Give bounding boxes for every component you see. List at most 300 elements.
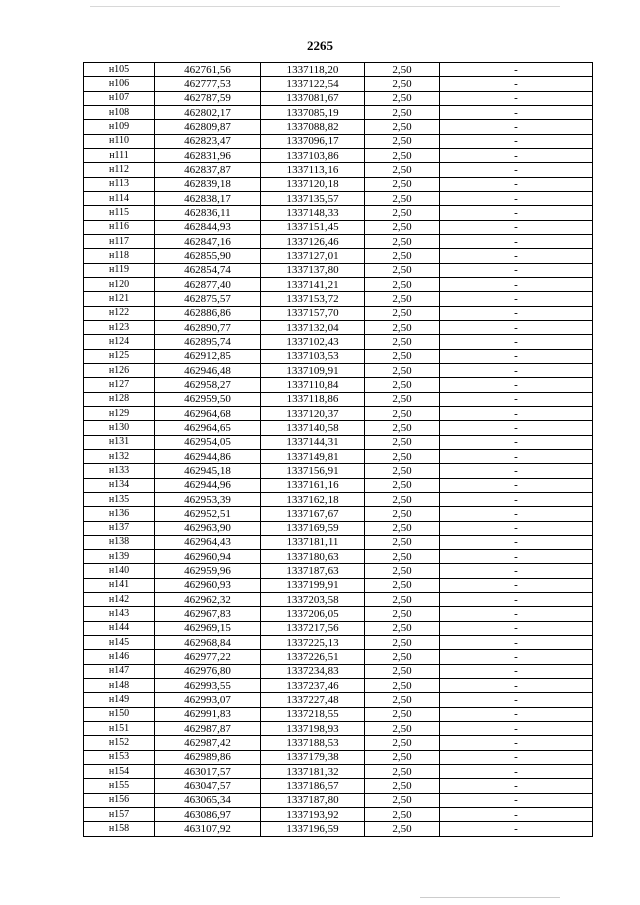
description-cell: - — [440, 765, 593, 779]
description-cell: - — [440, 808, 593, 822]
page-number: 2265 — [307, 38, 333, 53]
point-id-cell: н157 — [84, 808, 155, 822]
description-cell: - — [440, 507, 593, 521]
x-coordinate-cell: 462993,55 — [155, 679, 261, 693]
y-coordinate-cell: 1337169,59 — [261, 521, 365, 535]
x-coordinate-cell: 463047,57 — [155, 779, 261, 793]
accuracy-cell: 2,50 — [365, 134, 440, 148]
table-row — [84, 77, 593, 91]
y-coordinate-cell: 1337102,43 — [261, 335, 365, 349]
table-row — [84, 363, 593, 377]
accuracy-cell: 2,50 — [365, 464, 440, 478]
x-coordinate-cell: 463086,97 — [155, 808, 261, 822]
top-scan-rule — [90, 6, 560, 7]
y-coordinate-cell: 1337162,18 — [261, 492, 365, 506]
description-cell: - — [440, 320, 593, 334]
x-coordinate-cell: 462945,18 — [155, 464, 261, 478]
point-id-cell: н118 — [84, 249, 155, 263]
description-cell: - — [440, 578, 593, 592]
y-coordinate-cell: 1337118,20 — [261, 63, 365, 77]
x-coordinate-cell: 462959,96 — [155, 564, 261, 578]
y-coordinate-cell: 1337156,91 — [261, 464, 365, 478]
point-id-cell: н156 — [84, 793, 155, 807]
point-id-cell: н129 — [84, 406, 155, 420]
x-coordinate-cell: 462877,40 — [155, 277, 261, 291]
description-cell: - — [440, 277, 593, 291]
point-id-cell: н130 — [84, 421, 155, 435]
accuracy-cell: 2,50 — [365, 292, 440, 306]
point-id-cell: н137 — [84, 521, 155, 535]
table-row — [84, 507, 593, 521]
accuracy-cell: 2,50 — [365, 220, 440, 234]
point-id-cell: н153 — [84, 750, 155, 764]
table-row — [84, 707, 593, 721]
accuracy-cell: 2,50 — [365, 765, 440, 779]
description-cell: - — [440, 793, 593, 807]
x-coordinate-cell: 462989,86 — [155, 750, 261, 764]
accuracy-cell: 2,50 — [365, 736, 440, 750]
description-cell: - — [440, 234, 593, 248]
y-coordinate-cell: 1337144,31 — [261, 435, 365, 449]
point-id-cell: н158 — [84, 822, 155, 836]
accuracy-cell: 2,50 — [365, 664, 440, 678]
accuracy-cell: 2,50 — [365, 693, 440, 707]
y-coordinate-cell: 1337120,18 — [261, 177, 365, 191]
table-row — [84, 492, 593, 506]
accuracy-cell: 2,50 — [365, 191, 440, 205]
y-coordinate-cell: 1337226,51 — [261, 650, 365, 664]
point-id-cell: н132 — [84, 449, 155, 463]
point-id-cell: н133 — [84, 464, 155, 478]
accuracy-cell: 2,50 — [365, 148, 440, 162]
point-id-cell: н136 — [84, 507, 155, 521]
point-id-cell: н120 — [84, 277, 155, 291]
coordinates-table-body — [84, 63, 593, 837]
table-row — [84, 736, 593, 750]
accuracy-cell: 2,50 — [365, 535, 440, 549]
accuracy-cell: 2,50 — [365, 593, 440, 607]
table-row — [84, 421, 593, 435]
x-coordinate-cell: 462964,43 — [155, 535, 261, 549]
table-row — [84, 120, 593, 134]
x-coordinate-cell: 462944,86 — [155, 449, 261, 463]
table-row — [84, 435, 593, 449]
y-coordinate-cell: 1337157,70 — [261, 306, 365, 320]
description-cell: - — [440, 664, 593, 678]
point-id-cell: н114 — [84, 191, 155, 205]
accuracy-cell: 2,50 — [365, 808, 440, 822]
table-row — [84, 63, 593, 77]
table-row — [84, 550, 593, 564]
y-coordinate-cell: 1337137,80 — [261, 263, 365, 277]
description-cell: - — [440, 349, 593, 363]
point-id-cell: н151 — [84, 722, 155, 736]
accuracy-cell: 2,50 — [365, 564, 440, 578]
accuracy-cell: 2,50 — [365, 435, 440, 449]
point-id-cell: н126 — [84, 363, 155, 377]
description-cell: - — [440, 550, 593, 564]
description-cell: - — [440, 263, 593, 277]
accuracy-cell: 2,50 — [365, 793, 440, 807]
table-row — [84, 535, 593, 549]
y-coordinate-cell: 1337179,38 — [261, 750, 365, 764]
y-coordinate-cell: 1337167,67 — [261, 507, 365, 521]
x-coordinate-cell: 462987,42 — [155, 736, 261, 750]
table-row — [84, 693, 593, 707]
description-cell: - — [440, 392, 593, 406]
y-coordinate-cell: 1337203,58 — [261, 593, 365, 607]
x-coordinate-cell: 462991,83 — [155, 707, 261, 721]
x-coordinate-cell: 462777,53 — [155, 77, 261, 91]
table-row — [84, 349, 593, 363]
x-coordinate-cell: 463017,57 — [155, 765, 261, 779]
accuracy-cell: 2,50 — [365, 578, 440, 592]
point-id-cell: н116 — [84, 220, 155, 234]
point-id-cell: н106 — [84, 77, 155, 91]
x-coordinate-cell: 462962,32 — [155, 593, 261, 607]
table-row — [84, 263, 593, 277]
x-coordinate-cell: 462954,05 — [155, 435, 261, 449]
accuracy-cell: 2,50 — [365, 406, 440, 420]
description-cell: - — [440, 492, 593, 506]
accuracy-cell: 2,50 — [365, 621, 440, 635]
y-coordinate-cell: 1337186,57 — [261, 779, 365, 793]
y-coordinate-cell: 1337148,33 — [261, 206, 365, 220]
description-cell: - — [440, 636, 593, 650]
accuracy-cell: 2,50 — [365, 349, 440, 363]
x-coordinate-cell: 462964,68 — [155, 406, 261, 420]
description-cell: - — [440, 478, 593, 492]
description-cell: - — [440, 650, 593, 664]
description-cell: - — [440, 206, 593, 220]
point-id-cell: н105 — [84, 63, 155, 77]
description-cell: - — [440, 105, 593, 119]
accuracy-cell: 2,50 — [365, 263, 440, 277]
y-coordinate-cell: 1337188,53 — [261, 736, 365, 750]
description-cell: - — [440, 564, 593, 578]
accuracy-cell: 2,50 — [365, 521, 440, 535]
table-row — [84, 163, 593, 177]
x-coordinate-cell: 462968,84 — [155, 636, 261, 650]
point-id-cell: н119 — [84, 263, 155, 277]
point-id-cell: н107 — [84, 91, 155, 105]
y-coordinate-cell: 1337199,91 — [261, 578, 365, 592]
y-coordinate-cell: 1337149,81 — [261, 449, 365, 463]
accuracy-cell: 2,50 — [365, 63, 440, 77]
description-cell: - — [440, 163, 593, 177]
x-coordinate-cell: 462958,27 — [155, 378, 261, 392]
point-id-cell: н115 — [84, 206, 155, 220]
y-coordinate-cell: 1337103,86 — [261, 148, 365, 162]
accuracy-cell: 2,50 — [365, 607, 440, 621]
point-id-cell: н148 — [84, 679, 155, 693]
y-coordinate-cell: 1337227,48 — [261, 693, 365, 707]
table-row — [84, 392, 593, 406]
x-coordinate-cell: 462875,57 — [155, 292, 261, 306]
y-coordinate-cell: 1337132,04 — [261, 320, 365, 334]
description-cell: - — [440, 679, 593, 693]
description-cell: - — [440, 736, 593, 750]
y-coordinate-cell: 1337103,53 — [261, 349, 365, 363]
x-coordinate-cell: 462944,96 — [155, 478, 261, 492]
y-coordinate-cell: 1337206,05 — [261, 607, 365, 621]
table-row — [84, 105, 593, 119]
y-coordinate-cell: 1337198,93 — [261, 722, 365, 736]
y-coordinate-cell: 1337196,59 — [261, 822, 365, 836]
accuracy-cell: 2,50 — [365, 320, 440, 334]
point-id-cell: н150 — [84, 707, 155, 721]
table-row — [84, 320, 593, 334]
accuracy-cell: 2,50 — [365, 77, 440, 91]
y-coordinate-cell: 1337135,57 — [261, 191, 365, 205]
accuracy-cell: 2,50 — [365, 507, 440, 521]
coordinates-table — [83, 62, 593, 837]
y-coordinate-cell: 1337122,54 — [261, 77, 365, 91]
x-coordinate-cell: 462787,59 — [155, 91, 261, 105]
x-coordinate-cell: 462854,74 — [155, 263, 261, 277]
accuracy-cell: 2,50 — [365, 363, 440, 377]
point-id-cell: н146 — [84, 650, 155, 664]
description-cell: - — [440, 449, 593, 463]
description-cell: - — [440, 779, 593, 793]
y-coordinate-cell: 1337109,91 — [261, 363, 365, 377]
y-coordinate-cell: 1337141,21 — [261, 277, 365, 291]
description-cell: - — [440, 177, 593, 191]
table-row — [84, 406, 593, 420]
y-coordinate-cell: 1337120,37 — [261, 406, 365, 420]
table-row — [84, 464, 593, 478]
accuracy-cell: 2,50 — [365, 550, 440, 564]
point-id-cell: н152 — [84, 736, 155, 750]
description-cell: - — [440, 593, 593, 607]
x-coordinate-cell: 462836,11 — [155, 206, 261, 220]
table-row — [84, 750, 593, 764]
table-row — [84, 765, 593, 779]
y-coordinate-cell: 1337081,67 — [261, 91, 365, 105]
table-row — [84, 191, 593, 205]
y-coordinate-cell: 1337181,32 — [261, 765, 365, 779]
description-cell: - — [440, 535, 593, 549]
accuracy-cell: 2,50 — [365, 277, 440, 291]
table-row — [84, 234, 593, 248]
x-coordinate-cell: 462837,87 — [155, 163, 261, 177]
x-coordinate-cell: 462960,94 — [155, 550, 261, 564]
point-id-cell: н139 — [84, 550, 155, 564]
x-coordinate-cell: 463107,92 — [155, 822, 261, 836]
point-id-cell: н145 — [84, 636, 155, 650]
accuracy-cell: 2,50 — [365, 163, 440, 177]
description-cell: - — [440, 134, 593, 148]
description-cell: - — [440, 693, 593, 707]
x-coordinate-cell: 462844,93 — [155, 220, 261, 234]
description-cell: - — [440, 607, 593, 621]
accuracy-cell: 2,50 — [365, 636, 440, 650]
description-cell: - — [440, 406, 593, 420]
accuracy-cell: 2,50 — [365, 249, 440, 263]
y-coordinate-cell: 1337217,56 — [261, 621, 365, 635]
point-id-cell: н111 — [84, 148, 155, 162]
point-id-cell: н128 — [84, 392, 155, 406]
accuracy-cell: 2,50 — [365, 378, 440, 392]
x-coordinate-cell: 462847,16 — [155, 234, 261, 248]
y-coordinate-cell: 1337225,13 — [261, 636, 365, 650]
x-coordinate-cell: 462946,48 — [155, 363, 261, 377]
x-coordinate-cell: 462976,80 — [155, 664, 261, 678]
table-row — [84, 621, 593, 635]
description-cell: - — [440, 421, 593, 435]
x-coordinate-cell: 462959,50 — [155, 392, 261, 406]
table-row — [84, 277, 593, 291]
table-row — [84, 822, 593, 836]
description-cell: - — [440, 91, 593, 105]
point-id-cell: н135 — [84, 492, 155, 506]
x-coordinate-cell: 462964,65 — [155, 421, 261, 435]
x-coordinate-cell: 462761,56 — [155, 63, 261, 77]
accuracy-cell: 2,50 — [365, 650, 440, 664]
description-cell: - — [440, 335, 593, 349]
point-id-cell: н124 — [84, 335, 155, 349]
point-id-cell: н122 — [84, 306, 155, 320]
x-coordinate-cell: 462987,87 — [155, 722, 261, 736]
accuracy-cell: 2,50 — [365, 335, 440, 349]
description-cell: - — [440, 707, 593, 721]
y-coordinate-cell: 1337187,80 — [261, 793, 365, 807]
point-id-cell: н112 — [84, 163, 155, 177]
table-row — [84, 306, 593, 320]
accuracy-cell: 2,50 — [365, 779, 440, 793]
table-row — [84, 779, 593, 793]
description-cell: - — [440, 220, 593, 234]
table-row — [84, 177, 593, 191]
accuracy-cell: 2,50 — [365, 421, 440, 435]
accuracy-cell: 2,50 — [365, 234, 440, 248]
point-id-cell: н125 — [84, 349, 155, 363]
table-row — [84, 134, 593, 148]
x-coordinate-cell: 462802,17 — [155, 105, 261, 119]
description-cell: - — [440, 464, 593, 478]
table-row — [84, 206, 593, 220]
table-row — [84, 292, 593, 306]
description-cell: - — [440, 822, 593, 836]
accuracy-cell: 2,50 — [365, 306, 440, 320]
table-row — [84, 148, 593, 162]
description-cell: - — [440, 306, 593, 320]
description-cell: - — [440, 750, 593, 764]
point-id-cell: н110 — [84, 134, 155, 148]
y-coordinate-cell: 1337187,63 — [261, 564, 365, 578]
table-row — [84, 664, 593, 678]
description-cell: - — [440, 249, 593, 263]
y-coordinate-cell: 1337085,19 — [261, 105, 365, 119]
y-coordinate-cell: 1337180,63 — [261, 550, 365, 564]
y-coordinate-cell: 1337151,45 — [261, 220, 365, 234]
table-row — [84, 249, 593, 263]
point-id-cell: н149 — [84, 693, 155, 707]
x-coordinate-cell: 462839,18 — [155, 177, 261, 191]
x-coordinate-cell: 462809,87 — [155, 120, 261, 134]
point-id-cell: н108 — [84, 105, 155, 119]
table-row — [84, 449, 593, 463]
accuracy-cell: 2,50 — [365, 449, 440, 463]
y-coordinate-cell: 1337181,11 — [261, 535, 365, 549]
x-coordinate-cell: 462969,15 — [155, 621, 261, 635]
y-coordinate-cell: 1337193,92 — [261, 808, 365, 822]
description-cell: - — [440, 621, 593, 635]
table-row — [84, 593, 593, 607]
accuracy-cell: 2,50 — [365, 722, 440, 736]
description-cell: - — [440, 77, 593, 91]
table-row — [84, 793, 593, 807]
table-row — [84, 636, 593, 650]
y-coordinate-cell: 1337127,01 — [261, 249, 365, 263]
description-cell: - — [440, 521, 593, 535]
accuracy-cell: 2,50 — [365, 707, 440, 721]
point-id-cell: н138 — [84, 535, 155, 549]
y-coordinate-cell: 1337126,46 — [261, 234, 365, 248]
bottom-scan-rule — [420, 897, 560, 898]
description-cell: - — [440, 435, 593, 449]
x-coordinate-cell: 462886,86 — [155, 306, 261, 320]
table-row — [84, 478, 593, 492]
y-coordinate-cell: 1337153,72 — [261, 292, 365, 306]
x-coordinate-cell: 462895,74 — [155, 335, 261, 349]
y-coordinate-cell: 1337110,84 — [261, 378, 365, 392]
x-coordinate-cell: 462912,85 — [155, 349, 261, 363]
y-coordinate-cell: 1337140,58 — [261, 421, 365, 435]
x-coordinate-cell: 462890,77 — [155, 320, 261, 334]
y-coordinate-cell: 1337237,46 — [261, 679, 365, 693]
description-cell: - — [440, 363, 593, 377]
point-id-cell: н127 — [84, 378, 155, 392]
point-id-cell: н147 — [84, 664, 155, 678]
point-id-cell: н155 — [84, 779, 155, 793]
y-coordinate-cell: 1337161,16 — [261, 478, 365, 492]
description-cell: - — [440, 191, 593, 205]
accuracy-cell: 2,50 — [365, 91, 440, 105]
x-coordinate-cell: 463065,34 — [155, 793, 261, 807]
y-coordinate-cell: 1337096,17 — [261, 134, 365, 148]
point-id-cell: н143 — [84, 607, 155, 621]
point-id-cell: н123 — [84, 320, 155, 334]
table-row — [84, 679, 593, 693]
accuracy-cell: 2,50 — [365, 478, 440, 492]
point-id-cell: н141 — [84, 578, 155, 592]
accuracy-cell: 2,50 — [365, 750, 440, 764]
description-cell: - — [440, 148, 593, 162]
point-id-cell: н131 — [84, 435, 155, 449]
point-id-cell: н140 — [84, 564, 155, 578]
table-row — [84, 335, 593, 349]
point-id-cell: н144 — [84, 621, 155, 635]
description-cell: - — [440, 378, 593, 392]
table-row — [84, 91, 593, 105]
x-coordinate-cell: 462838,17 — [155, 191, 261, 205]
table-row — [84, 607, 593, 621]
accuracy-cell: 2,50 — [365, 206, 440, 220]
description-cell: - — [440, 120, 593, 134]
table-row — [84, 650, 593, 664]
table-row — [84, 578, 593, 592]
description-cell: - — [440, 63, 593, 77]
y-coordinate-cell: 1337218,55 — [261, 707, 365, 721]
description-cell: - — [440, 722, 593, 736]
x-coordinate-cell: 462977,22 — [155, 650, 261, 664]
description-cell: - — [440, 292, 593, 306]
point-id-cell: н134 — [84, 478, 155, 492]
point-id-cell: н117 — [84, 234, 155, 248]
table-row — [84, 521, 593, 535]
accuracy-cell: 2,50 — [365, 105, 440, 119]
